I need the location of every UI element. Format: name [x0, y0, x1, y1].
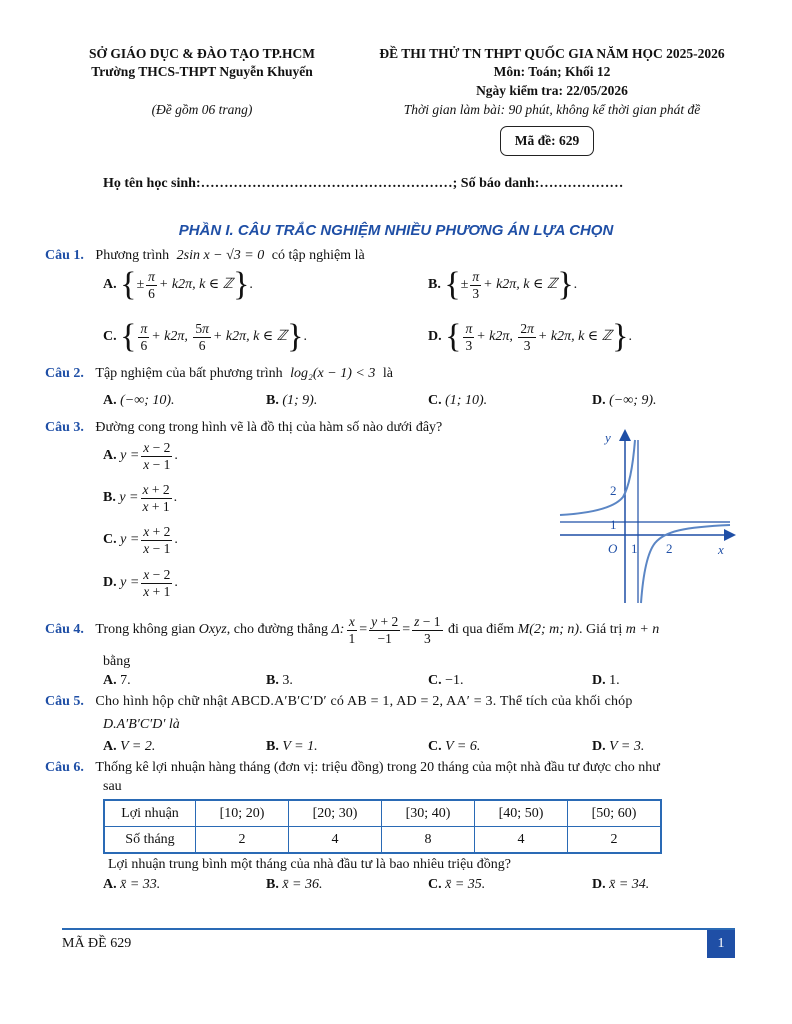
q4-space: Oxyz	[198, 622, 227, 638]
option-label: B.	[266, 739, 279, 754]
exam-code-box	[500, 126, 594, 156]
option-value: V = 2.	[120, 739, 156, 754]
option-value: V = 1.	[282, 739, 318, 754]
q2-line	[45, 366, 393, 382]
q2-text: Tập nghiệm của bất phương trình	[95, 366, 283, 381]
x-axis-label: x	[718, 542, 724, 557]
q4-point: M(2; m; n)	[517, 622, 580, 638]
q3-option-c[interactable]: C. y = $\frac{x + 2}{x - 1}$ .	[103, 524, 178, 556]
table-row	[104, 827, 661, 854]
q2-option-a[interactable]	[103, 393, 175, 409]
student-info-line: Họ tên học sinh:………………………………………………; Số báo danh:………………	[103, 176, 624, 191]
q6-text-2: sau	[103, 779, 122, 794]
curve-right-branch	[641, 525, 730, 603]
table-cell: [10; 20)	[196, 800, 289, 827]
option-value: x̄ = 34.	[609, 877, 650, 892]
q4-text-a: Trong không gian	[95, 622, 196, 638]
option-label: B.	[103, 490, 116, 506]
option-label: A.	[103, 739, 117, 754]
exam-duration: Thời gian làm bài: 90 phút, không kể thời gian phát đề	[403, 102, 701, 117]
q2-inequality: log₂(x − 1) < 3	[290, 366, 376, 381]
option-value: x̄ = 36.	[282, 877, 323, 892]
q6-text-1: Thống kê lợi nhuận hàng tháng (đơn vị: triệu đồng) trong 20 tháng của một nhà đầu tư được cho như	[95, 760, 660, 775]
option-value: −1.	[445, 673, 464, 688]
exam-code: Mã đề: 629	[514, 133, 580, 148]
q6-question: Lợi nhuận trung bình một tháng của nhà đầu tư là bao nhiêu triệu đồng?	[108, 857, 512, 872]
x-tick-2: 2	[666, 541, 673, 556]
option-value: (−∞; 10).	[120, 393, 175, 408]
table-header-cell: Lợi nhuận	[104, 800, 196, 827]
q5-option-a[interactable]	[103, 739, 155, 755]
option-label: C.	[428, 673, 442, 688]
q3-graph	[555, 425, 745, 605]
option-value: x̄ = 35.	[445, 877, 486, 892]
option-label: B.	[266, 877, 279, 892]
q5-option-b[interactable]	[266, 739, 318, 755]
q4-option-c[interactable]	[428, 673, 464, 689]
q6-option-c[interactable]	[428, 877, 485, 893]
option-label: A.	[103, 393, 117, 408]
option-value: (1; 9).	[282, 393, 318, 408]
table-cell: 4	[289, 827, 382, 854]
q6-number: Câu 6.	[45, 760, 84, 775]
profit-table	[103, 799, 662, 854]
table-cell: [20; 30)	[289, 800, 382, 827]
q1-line	[45, 248, 365, 264]
q1-text-b: có tập nghiệm là	[271, 248, 365, 263]
table-cell: 2	[568, 827, 662, 854]
option-label: C.	[428, 739, 442, 754]
page-number-box	[707, 930, 735, 958]
q5-text-1: Cho hình hộp chữ nhật ABCD.A′B′C′D′ có AB = 1, AD = 2, AA′ = 3. Thể tích của khối chóp	[95, 694, 633, 709]
q4-text-c: đi qua điểm	[448, 622, 515, 638]
q6-line-1	[45, 760, 660, 776]
q4-option-b[interactable]	[266, 673, 293, 689]
table-cell: 4	[475, 827, 568, 854]
option-value: (1; 10).	[445, 393, 488, 408]
q6-option-b[interactable]	[266, 877, 323, 893]
pages-note: (Đề gồm 06 trang)	[151, 102, 253, 117]
q1-number: Câu 1.	[45, 248, 84, 263]
footer-exam-code: MÃ ĐỀ 629	[62, 936, 132, 951]
option-label: B.	[266, 673, 279, 688]
option-label: D.	[103, 575, 117, 591]
q6-option-a[interactable]	[103, 877, 160, 893]
option-value: 7.	[120, 673, 131, 688]
option-label: C.	[103, 532, 117, 548]
q3-text: Đường cong trong hình vẽ là đồ thị của hàm số nào dưới đây?	[95, 420, 443, 435]
q4-text-d: . Giá trị	[579, 622, 623, 638]
q3-option-a[interactable]: A. y = $\frac{x - 2}{x - 1}$ .	[103, 440, 178, 472]
table-cell: [50; 60)	[568, 800, 662, 827]
q2-tail: là	[382, 366, 393, 381]
q2-option-d[interactable]	[592, 393, 657, 409]
y-axis-label: y	[605, 430, 611, 445]
option-value: 1.	[609, 673, 620, 688]
option-label: D.	[592, 739, 606, 754]
q3-option-b[interactable]: B. y = $\frac{x + 2}{x + 1}$ .	[103, 482, 178, 514]
option-value: V = 6.	[445, 739, 481, 754]
option-label: A.	[103, 877, 117, 892]
table-cell: 2	[196, 827, 289, 854]
q1-equation: 2sin x − √3 = 0	[176, 248, 265, 263]
option-label: C.	[428, 393, 442, 408]
option-label: B.	[428, 277, 441, 293]
exam-date: Ngày kiểm tra: 22/05/2026	[476, 83, 628, 98]
x-tick-1: 1	[631, 541, 638, 556]
y-tick-2: 2	[610, 483, 617, 498]
q5-line-1	[45, 694, 633, 710]
q5-text-2: D.A′B′C′D′ là	[103, 717, 180, 732]
option-label: B.	[266, 393, 279, 408]
q4-text-e: bằng	[103, 654, 131, 669]
q1-option-a[interactable]: A. {± $\frac{\pi}{6}$ + k2π, k ∈ ℤ}.	[103, 266, 253, 303]
q3-option-d[interactable]: D. y = $\frac{x - 2}{x + 1}$ .	[103, 567, 178, 599]
footer-divider	[62, 928, 735, 930]
option-value: x̄ = 33.	[120, 877, 161, 892]
subject: Môn: Toán; Khối 12	[493, 64, 611, 79]
y-tick-1: 1	[610, 517, 617, 532]
option-label: C.	[103, 329, 117, 345]
option-value: V = 3.	[609, 739, 645, 754]
table-cell: [30; 40)	[382, 800, 475, 827]
q4-number: Câu 4.	[45, 622, 84, 638]
q5-option-c[interactable]	[428, 739, 480, 755]
q2-option-c[interactable]	[428, 393, 487, 409]
q5-number: Câu 5.	[45, 694, 84, 709]
option-label: C.	[428, 877, 442, 892]
q2-number: Câu 2.	[45, 366, 84, 381]
q4-text-b: , cho đường thẳng	[226, 622, 329, 638]
curve-left-branch	[560, 440, 635, 515]
option-label: A.	[103, 673, 117, 688]
q3-line	[45, 420, 442, 436]
q1-option-b[interactable]: B. {± $\frac{\pi}{3}$ + k2π, k ∈ ℤ}.	[428, 266, 578, 303]
school-name: Trường THCS-THPT Nguyễn Khuyến	[91, 64, 313, 79]
option-label: D.	[592, 877, 606, 892]
table-header-cell: Số tháng	[104, 827, 196, 854]
q4-option-a[interactable]	[103, 673, 131, 689]
q1-text-a: Phương trình	[95, 248, 170, 263]
q6-option-d[interactable]	[592, 877, 649, 893]
q1-option-d[interactable]: D. { $\frac{\pi}{3}$ + k2π, $\frac{2\pi}{3}$ + k2π, k ∈ ℤ}.	[428, 318, 632, 355]
department-name: SỞ GIÁO DỤC & ĐÀO TẠO TP.HCM	[89, 46, 315, 61]
table-cell: [40; 50)	[475, 800, 568, 827]
option-label: A.	[103, 277, 117, 293]
page-number: 1	[717, 936, 725, 951]
q5-option-d[interactable]	[592, 739, 644, 755]
origin-label: O	[608, 541, 618, 556]
option-label: D.	[428, 329, 442, 345]
option-label: D.	[592, 393, 606, 408]
option-label: D.	[592, 673, 606, 688]
option-label: A.	[103, 448, 117, 464]
section-title: PHẦN I. CÂU TRẮC NGHIỆM NHIỀU PHƯƠNG ÁN LỰA CHỌN	[178, 222, 614, 239]
q3-number: Câu 3.	[45, 420, 84, 435]
option-value: (−∞; 9).	[609, 393, 657, 408]
q2-option-b[interactable]	[266, 393, 317, 409]
table-row	[104, 800, 661, 827]
q4-sum: m + n	[625, 622, 660, 638]
option-value: 3.	[282, 673, 293, 688]
q1-option-c[interactable]: C. { $\frac{\pi}{6}$ + k2π, $\frac{5\pi}{6}$ + k2π, k ∈ ℤ}.	[103, 318, 307, 355]
q4-delta: Δ:	[331, 622, 345, 638]
q4-option-d[interactable]	[592, 673, 620, 689]
q4-line: Câu 4. Trong không gian Oxyz, cho đường thẳng Δ: $\frac{x}{1}$ = $\frac{y + 2}{-1}$ = $\frac{z - 1}{3}$ đi qua điểm M(2; m; n). Giá trị m + n	[45, 614, 660, 646]
exam-title: ĐỀ THI THỬ TN THPT QUỐC GIA NĂM HỌC 2025-2026	[379, 46, 725, 61]
table-cell: 8	[382, 827, 475, 854]
